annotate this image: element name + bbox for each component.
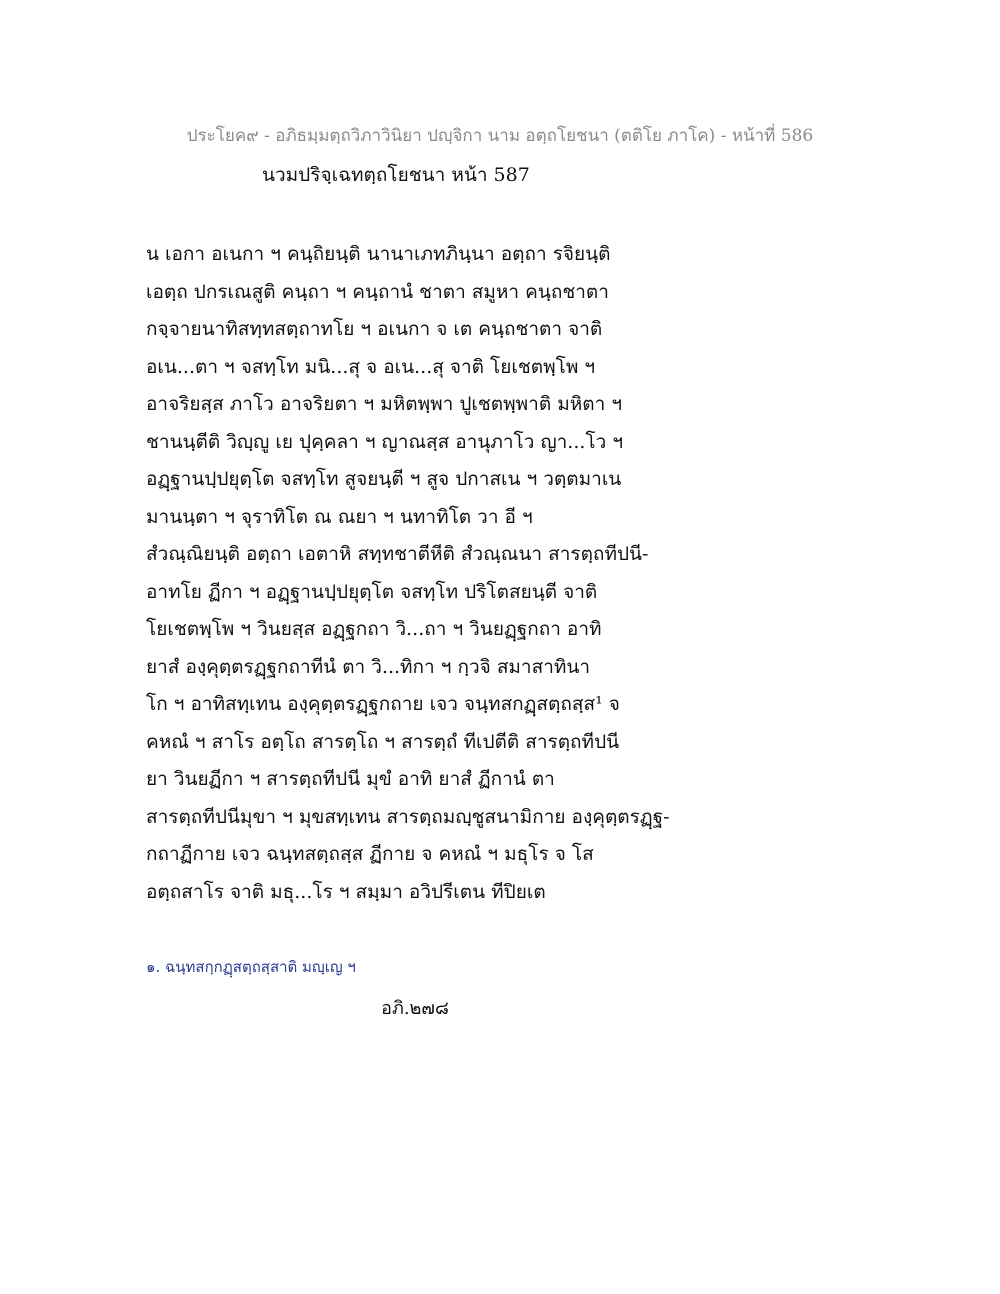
body-line: ชานนฺตีติ วิญฺญู เย ปุคฺคลา ฯ ญาณสฺส อานุภาโว ญา...โว ฯ [146,430,624,453]
body-line: มานนฺตา ฯ จุราทิโต ณ ณยา ฯ นทาทิโต วา อี ฯ [146,505,533,528]
body-text [146,236,706,911]
running-header: ประโยค๙ - อภิธมฺมตฺถวิภาวินิยา ปญฺจิกา นาม อตฺถโยชนา (ตติโย ภาโค) - หน้าที่ 586 [186,126,814,146]
body-line: โก ฯ อาทิสทฺเทน องฺคุตฺตรฏฺฐกถาย เจว จนฺทสกฏฺสตฺถสฺส¹ จ [146,693,620,715]
body-line: น เอกา อเนกา ฯ คนฺถิยนฺติ นานาเภทภินฺนา อตฺถา รจิยนฺติ [146,243,611,265]
body-line: อาทโย ฏีกา ฯ อฏฺฐานปฺปยุตฺโต จสทฺโท ปริโตสยนฺตี จาติ [146,580,598,603]
body-line: อฏฺฐานปฺปยุตฺโต จสทฺโท สูจยนฺตี ฯ สูจ ปกาสเน ฯ วตฺตมาเน [146,468,622,490]
body-line: กจฺจายนาทิสทฺทสตฺถาทโย ฯ อเนกา จ เต คนฺถชาตา จาติ [146,318,603,340]
body-line: สํวณฺณิยนฺติ อตฺถา เอตาหิ สทฺทชาตีหีติ สํวณฺณนา สารตฺถทีปนี- [146,543,649,565]
body-line: อาจริยสฺส ภาโว อาจริยตา ฯ มหิตพฺพา ปูเชตพฺพาติ มหิตา ฯ [146,393,622,415]
page-reference: อภิ.๒๗๘ [381,998,449,1019]
footnote: ๑. ฉนฺทสกฺกฏฺสตฺถสฺสาติ มญฺเญ ฯ [146,958,356,976]
body-line: ยา วินยฏีกา ฯ สารตฺถทีปนี มุขํ อาทิ ยาสํ ฏีกานํ ตา [146,768,555,790]
body-line: อเน...ตา ฯ จสทฺโท มนิ...สุ จ อเน...สุ จาติ โยเชตพฺโพ ฯ [146,355,596,378]
body-line: กถาฏีกาย เจว ฉนฺทสตฺถสฺส ฏีกาย จ คหณํ ฯ มธุโร จ โส [146,843,594,865]
body-line: สารตฺถทีปนีมุขา ฯ มุขสทฺเทน สารตฺถมญฺชูสนามิกาย องฺคุตฺตรฏฺฐ- [146,805,670,828]
body-line: อตฺถสาโร จาติ มธุ...โร ฯ สมฺมา อวิปรีเตน ทีปิยเต [146,880,546,903]
body-line: ยาสํ องฺคุตฺตรฏฺฐกถาทีนํ ตา วิ...ทิกา ฯ กฺวจิ สมาสาทินา [146,655,591,678]
body-line: โยเชตพฺโพ ฯ วินยสฺส อฏฺฐกถา วิ...ถา ฯ วินยฏฺฐกถา อาทิ [146,618,602,640]
section-title: นวมปริจฺเฉทตฺถโยชนา หน้า 587 [262,164,530,186]
body-line: คหณํ ฯ สาโร อตฺโถ สารตฺโถ ฯ สารตฺถํ ทีเปตีติ สารตฺถทีปนี [146,730,620,753]
body-line: เอตฺถ ปกรเณสูติ คนฺถา ฯ คนฺถานํ ชาตา สมูหา คนฺถชาตา [146,280,609,303]
